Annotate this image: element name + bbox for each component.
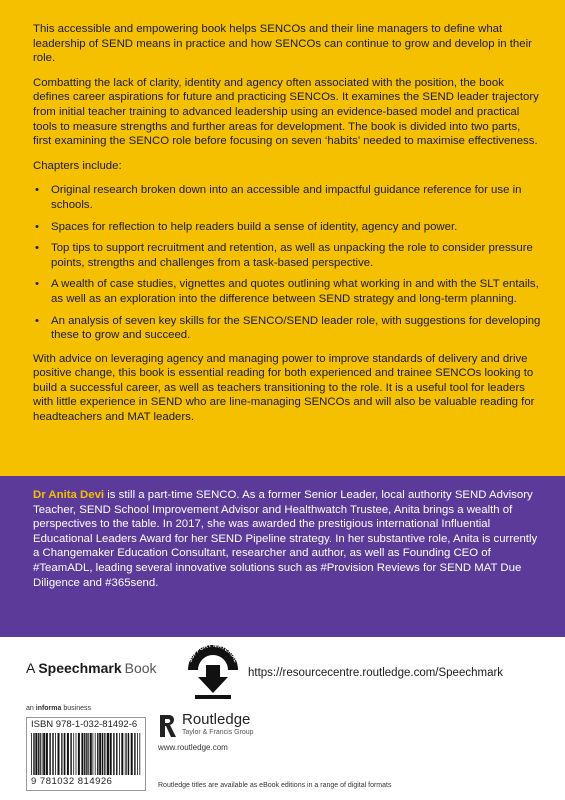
list-item: • Spaces for reflection to help readers build a sense of identity, agency and power.	[33, 220, 541, 235]
support-material-icon	[182, 643, 244, 701]
speechmark-prefix: A	[26, 660, 36, 676]
barcode-bar	[106, 733, 107, 775]
barcode-bar	[67, 733, 69, 775]
barcode-bar	[55, 733, 56, 775]
barcode-bar	[131, 733, 133, 775]
routledge-logo-icon	[158, 713, 178, 739]
barcode-bar	[58, 733, 60, 775]
barcode-bar	[76, 733, 77, 775]
barcode-bar	[73, 733, 74, 775]
isbn-label: ISBN 978-1-032-81492-6	[31, 719, 138, 730]
barcode-bar	[99, 733, 101, 775]
barcode-bar	[52, 733, 53, 775]
barcode-bar	[78, 733, 80, 775]
barcode-bar	[43, 733, 45, 775]
barcode-bar	[95, 733, 96, 775]
chapters-intro: Chapters include:	[33, 159, 122, 172]
publisher-name: Routledge	[182, 711, 251, 728]
barcode-bar	[63, 733, 64, 775]
barcode-bar	[104, 733, 105, 775]
barcode-bar	[88, 733, 89, 775]
barcode-bar	[121, 733, 123, 775]
overview-paragraph: Combatting the lack of clarity, identity and agency often associated with the position, the book defines career aspirations for future and practicing SENCOs. It examines the SEND leader trajectory from initial teacher training to advanced leadership using an evidence-based model and practical tools to measure strengths and further areas for development. The book is divided into two parts, first examining the SENCO role before focusing on seven ‘habits’ needed to maximise effectiveness.	[33, 76, 539, 148]
speechmark-logo	[26, 660, 157, 676]
barcode-bar	[86, 733, 87, 775]
barcode-bar	[134, 733, 135, 775]
barcode-bar	[125, 733, 126, 775]
author-bio-panel	[0, 476, 565, 637]
barcode-bar	[49, 733, 50, 775]
publisher-url[interactable]: www.routledge.com	[158, 743, 228, 752]
barcode-bar	[38, 733, 39, 775]
list-item: • Original research broken down into an accessible and impactful guidance reference for use in schools.	[33, 183, 541, 212]
barcode-bar	[84, 733, 85, 775]
ebook-note: Routledge titles are available as eBook editions in a range of digital formats	[158, 782, 392, 789]
barcode-bar	[42, 733, 43, 775]
barcode-bar	[137, 733, 138, 775]
barcode-bar	[40, 733, 41, 775]
speechmark-brand: Speechmark	[38, 660, 122, 676]
barcode-bar	[126, 733, 127, 775]
barcode-number: 9 781032 814926	[31, 776, 113, 787]
barcode-bar	[110, 733, 112, 775]
barcode-bar	[107, 733, 109, 775]
barcode-bar	[35, 733, 37, 775]
barcode-bar	[46, 733, 48, 775]
barcode-bar	[128, 733, 129, 775]
barcode-bar	[81, 733, 83, 775]
barcode-bar	[119, 733, 120, 775]
list-item: • An analysis of seven key skills for the SENCO/SEND leader role, with suggestions for developing these to grow and succeed.	[33, 314, 541, 343]
barcode-bar	[93, 733, 94, 775]
intro-paragraph: This accessible and empowering book helps SENCOs and their line managers to define what leadership of SEND means in practice and how SENCOs can continue to grow and develop in their role.	[33, 23, 532, 65]
support-badge-text: SUPPORT MATERIAL	[187, 643, 239, 664]
closing-paragraph: With advice on leveraging agency and managing power to improve standards of delivery and drive positive change, this book is essential reading for both experienced and trainee SENCOs looking to build a successful career, as well as teachers transitioning to the role. It is a useful tool for leaders with little experience in SEND who are line-managing SENCOs and will also be valuable reading for headteachers and MAT leaders.	[33, 352, 535, 424]
author-name: Dr Anita Devi	[33, 489, 105, 501]
barcode-bar	[70, 733, 71, 775]
barcode-bar	[33, 733, 34, 775]
barcode-bar	[61, 733, 62, 775]
back-cover-description	[33, 22, 541, 435]
barcode-bar	[113, 733, 114, 775]
list-item: • Top tips to support recruitment and retention, as well as unpacking the role to consider pressure points, strengths and challenges from a task-based perspective.	[33, 241, 541, 270]
list-item: • A wealth of case studies, vignettes and quotes outlining what working in and with the SLT entails, as well as an exploration into the difference between SEND strategy and long-term planning.	[33, 277, 541, 306]
footer-panel	[0, 637, 565, 800]
barcode-bar	[97, 733, 98, 775]
author-bio: is still a part-time SENCO. As a former Senior Leader, local authority SEND Advisory Teacher, SEND School Improvement Advisor and Healthwatch Trustee, Anita brings a wealth of perspectives to the table. In 2017, she was awarded the prestigious international Influential Educational Leaders Award for her SEND Pipeline strategy. In her substantive role, Anita is currently a Changemaker Education Consultant, researcher and author, as well as Founding CEO of #TeamADL, leading several innovative solutions such as #Provision Reviews for SEND MAT Due Diligence and #365send.	[33, 489, 538, 589]
publisher-subtitle: Taylor & Francis Group	[182, 729, 254, 736]
barcode-bar	[90, 733, 92, 775]
barcode-bar	[102, 733, 103, 775]
barcode-bar	[31, 733, 32, 775]
barcode-bar	[64, 733, 65, 775]
speechmark-suffix: Book	[124, 660, 157, 676]
informa-business-label: an informa business	[26, 705, 92, 712]
barcode-bar	[116, 733, 117, 775]
chapters-list	[33, 183, 541, 342]
isbn-barcode-box	[26, 717, 146, 791]
barcode-bar	[139, 733, 140, 775]
resource-centre-link[interactable]: https://resourcecentre.routledge.com/Speechmark	[248, 667, 504, 679]
barcode-icon	[31, 733, 143, 775]
